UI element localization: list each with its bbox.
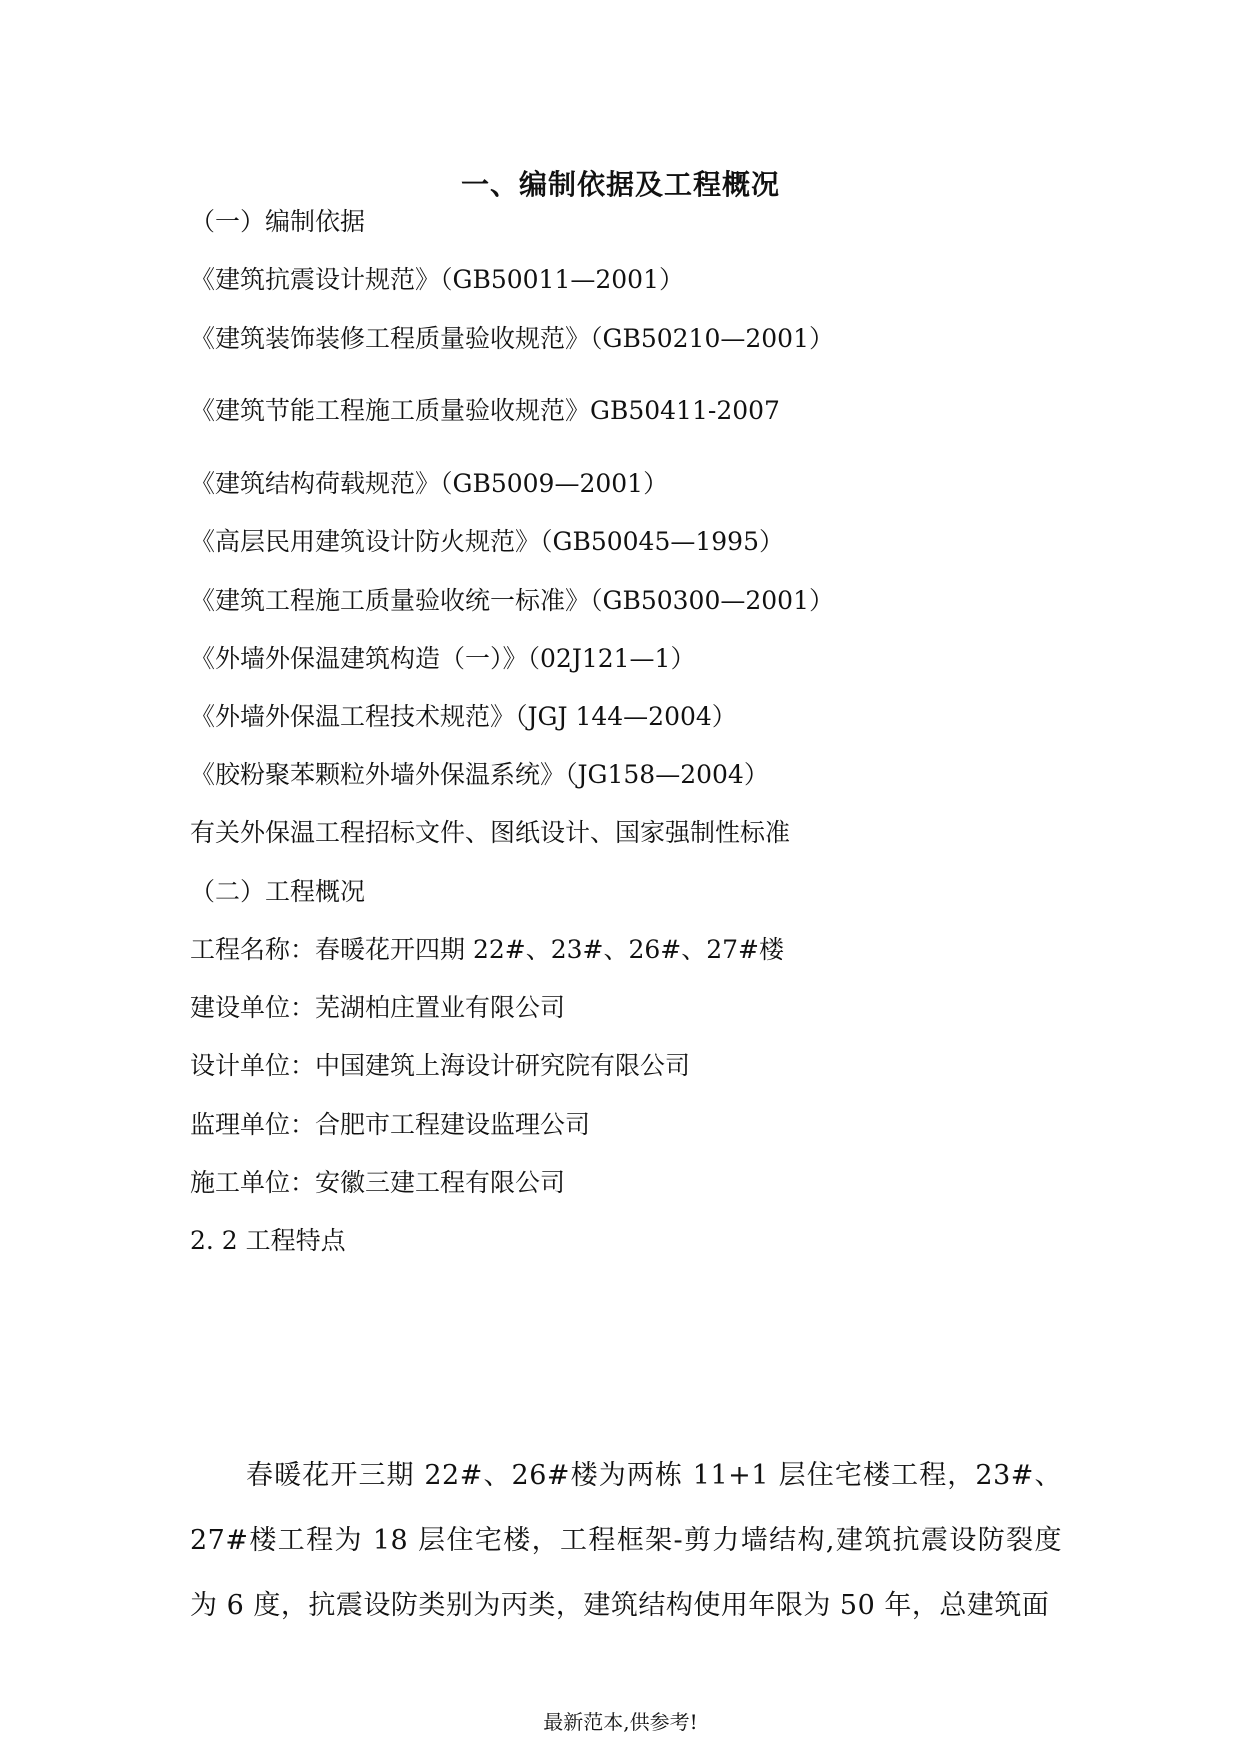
overview-item-developer: 建设单位：芜湖柏庄置业有限公司	[190, 993, 566, 1022]
overview-item-supervisor: 监理单位：合肥市工程建设监理公司	[190, 1110, 591, 1139]
page-title: 一、编制依据及工程概况	[460, 168, 780, 201]
section-heading-basis: （一）编制依据	[190, 207, 366, 236]
reference-item: 《高层民用建筑设计防火规范》（GB50045—1995）	[190, 527, 784, 556]
reference-item: 《建筑结构荷载规范》（GB5009—2001）	[190, 469, 669, 498]
reference-item: 《外墙外保温工程技术规范》（JGJ 144—2004）	[190, 702, 737, 731]
reference-item: 《建筑装饰装修工程质量验收规范》（GB50210—2001）	[190, 324, 834, 353]
reference-item: 《胶粉聚苯颗粒外墙外保温系统》（JG158—2004）	[190, 760, 769, 789]
reference-item: 《建筑抗震设计规范》（GB50011—2001）	[190, 265, 684, 294]
reference-item: 有关外保温工程招标文件、图纸设计、国家强制性标准	[190, 818, 791, 847]
overview-item-project-name: 工程名称：春暖花开四期 22#、23#、26#、27#楼	[190, 935, 784, 964]
page-footer: 最新范本,供参考!	[543, 1710, 698, 1734]
reference-item: 《外墙外保温建筑构造（一）》（02J121—1）	[190, 644, 696, 673]
reference-item: 《建筑节能工程施工质量验收规范》GB50411-2007	[190, 396, 780, 425]
features-paragraph: 春暖花开三期 22#、26#楼为两栋 11+1 层住宅楼工程，23#、27#楼工程为 18 层住宅楼，工程框架-剪力墙结构,建筑抗震设防裂度为 6 度，抗震设防类别为丙类，建筑结构使用年限为 50 年，总建筑面	[190, 1460, 1062, 1621]
overview-item-designer: 设计单位：中国建筑上海设计研究院有限公司	[190, 1051, 691, 1080]
reference-item: 《建筑工程施工质量验收统一标准》（GB50300—2001）	[190, 586, 834, 615]
subsection-heading-features: 2. 2 工程特点	[190, 1226, 346, 1255]
overview-item-contractor: 施工单位：安徽三建工程有限公司	[190, 1168, 566, 1197]
section-heading-overview: （二）工程概况	[190, 877, 366, 906]
